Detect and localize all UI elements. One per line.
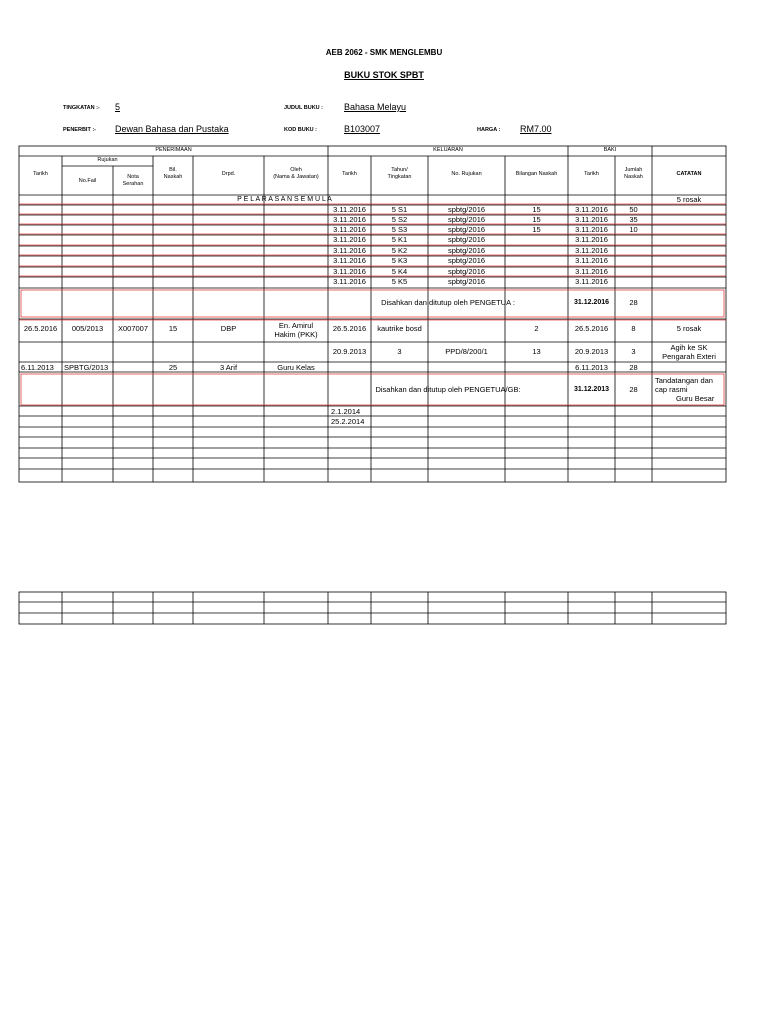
- school-code-line: AEB 2062 - SMK MENGLEMBU: [325, 48, 443, 57]
- dbp-oleh-name: En. Amirul: [278, 321, 314, 330]
- no-fail-header: No.Fail: [78, 178, 97, 184]
- issue-baki-tarikh: 3.11.2016: [575, 215, 608, 224]
- drpd-header: Drpd.: [221, 171, 236, 177]
- row2013-bil: 25: [168, 363, 178, 372]
- tahun-header: Tahun/: [391, 167, 408, 173]
- pelarasan-catatan: 5 rosak: [676, 195, 702, 204]
- row2013-jumlah: 28: [629, 363, 638, 372]
- rujukan-header: Rujukan: [97, 157, 118, 163]
- issue-jumlah: 10: [629, 225, 638, 234]
- catatan-header: CATATAN: [676, 171, 702, 177]
- judul-value: Bahasa Melayu: [344, 102, 407, 112]
- issue-rujukan: spbtg/2016: [447, 256, 486, 265]
- dbp-baki-tarikh: 26.5.2016: [574, 324, 609, 333]
- issue-tingkatan: 5 S3: [391, 225, 408, 234]
- bil-naskah-header: Naskah: [163, 174, 183, 180]
- issue-naskah: 15: [532, 205, 541, 214]
- row2013-tarikh: 6.11.2013: [21, 363, 54, 372]
- issue-rujukan: spbtg/2016: [447, 267, 486, 276]
- issue-jumlah: 35: [629, 215, 638, 224]
- baki-header: BAKI: [603, 147, 617, 153]
- keluaran-header: KELUARAN: [433, 147, 463, 153]
- oleh-nama-header: (Nama & Jawatan): [273, 174, 319, 180]
- tarikh-out-header: Tarikh: [342, 171, 357, 177]
- tingkatan-header: Tingkatan: [387, 174, 412, 180]
- issue-tingkatan: 5 S2: [391, 215, 408, 224]
- dbp-out-tarikh: 26.5.2016: [332, 324, 367, 333]
- issue-rujukan: spbtg/2016: [447, 235, 486, 244]
- issue-baki-tarikh: 3.11.2016: [575, 246, 608, 255]
- closing1-text: Disahkan dan ditutup oleh PENGETUA :: [381, 298, 515, 307]
- row2013-drpd: 3 Arif: [219, 363, 238, 372]
- issue-tarikh: 3.11.2016: [333, 256, 366, 265]
- jumlah-header: Jumlah: [624, 167, 643, 173]
- closing2-catatan-line3: Guru Besar: [676, 394, 715, 403]
- harga-label: HARGA :: [477, 127, 501, 133]
- issue-naskah: 15: [532, 215, 541, 224]
- dbp-no-fail: 005/2013: [71, 324, 104, 333]
- row2013-no-fail: SPBTG/2013: [64, 363, 109, 372]
- tarikh-baki-header: Tarikh: [584, 171, 599, 177]
- penerimaan-header: PENERIMAAN: [155, 147, 192, 153]
- jumlah-naskah-header: Naskah: [624, 174, 643, 180]
- issue-baki-tarikh: 3.11.2016: [575, 256, 608, 265]
- issue-tingkatan: 5 K5: [391, 277, 408, 286]
- issue-baki-tarikh: 3.11.2016: [575, 205, 608, 214]
- closing2-catatan-line1: Tandatangan dan: [655, 376, 713, 385]
- issue-rujukan: spbtg/2016: [447, 246, 486, 255]
- issue-tarikh: 3.11.2016: [333, 205, 366, 214]
- issue-naskah: 15: [532, 225, 541, 234]
- oleh-header: Oleh: [290, 167, 302, 173]
- tingkatan-label: TINGKATAN :-: [63, 105, 100, 111]
- agih-baki-tarikh: 20.9.2013: [574, 347, 609, 356]
- closing2-tarikh: 31.12.2013: [573, 386, 610, 393]
- pelarasan-label: P E L A R A S A N S E M U L A: [237, 196, 332, 203]
- issue-tingkatan: 5 K2: [391, 246, 408, 255]
- row2013-oleh: Guru Kelas: [277, 363, 315, 372]
- issue-baki-tarikh: 3.11.2016: [575, 277, 608, 286]
- dbp-tingkatan: kautrike bosd: [377, 324, 422, 333]
- penerbit-label: PENERBIT :-: [63, 127, 96, 133]
- penerbit-value: Dewan Bahasa dan Pustaka: [115, 124, 229, 134]
- judul-label: JUDUL BUKU :: [284, 105, 324, 111]
- page-title: BUKU STOK SPBT: [344, 70, 424, 80]
- issue-baki-tarikh: 3.11.2016: [575, 235, 608, 244]
- row2013-baki-tarikh: 6.11.2013: [575, 363, 608, 372]
- kod-buku-value: B103007: [344, 124, 381, 134]
- kod-buku-label: KOD BUKU :: [284, 127, 317, 133]
- agih-catatan-line2: Pengarah Exteri: [662, 352, 716, 361]
- dbp-bil: 15: [168, 324, 178, 333]
- issue-tarikh: 3.11.2016: [333, 215, 366, 224]
- bilangan-naskah-header: Bilangan Naskah: [515, 171, 558, 177]
- agih-rujukan: PPD/8/200/1: [445, 347, 488, 356]
- issue-tingkatan: 5 K3: [391, 256, 408, 265]
- later-date-1: 2.1.2014: [331, 407, 361, 416]
- issue-rujukan: spbtg/2016: [447, 205, 486, 214]
- agih-naskah: 13: [532, 347, 541, 356]
- issue-tarikh: 3.11.2016: [333, 277, 366, 286]
- dbp-drpd: DBP: [220, 324, 237, 333]
- tarikh-in-header: Tarikh: [33, 171, 48, 177]
- issue-rujukan: spbtg/2016: [447, 277, 486, 286]
- harga-value: RM7.00: [520, 124, 552, 134]
- dbp-tarikh: 26.5.2016: [23, 324, 58, 333]
- issue-tingkatan: 5 K1: [391, 235, 408, 244]
- nota-header: Nota: [127, 174, 139, 180]
- dbp-oleh-role: Hakim (PKK): [274, 330, 318, 339]
- later-date-2: 25.2.2014: [331, 417, 365, 426]
- closing2-jumlah: 28: [629, 385, 638, 394]
- issue-tarikh: 3.11.2016: [333, 235, 366, 244]
- closing2-text: Disahkan dan ditutup oleh PENGETUA/GB:: [375, 385, 521, 394]
- issue-tarikh: 3.11.2016: [333, 225, 366, 234]
- closing1-tarikh: 31.12.2016: [573, 299, 610, 306]
- serahan-header: Serahan: [122, 181, 144, 187]
- agih-tarikh: 20.9.2013: [332, 347, 367, 356]
- agih-jumlah: 3: [631, 347, 636, 356]
- dbp-naskah: 2: [534, 324, 539, 333]
- issue-rujukan: spbtg/2016: [447, 215, 486, 224]
- no-rujukan-header: No. Rujukan: [451, 171, 482, 177]
- tingkatan-value: 5: [115, 102, 121, 112]
- dbp-nota: X007007: [117, 324, 149, 333]
- closing2-catatan-line2: cap rasmi: [655, 385, 688, 394]
- issue-tarikh: 3.11.2016: [333, 267, 366, 276]
- issue-baki-tarikh: 3.11.2016: [575, 225, 608, 234]
- closing1-jumlah: 28: [629, 298, 638, 307]
- dbp-catatan: 5 rosak: [676, 324, 702, 333]
- agih-catatan-line1: Agih ke SK: [670, 343, 708, 352]
- issue-rujukan: spbtg/2016: [447, 225, 486, 234]
- dbp-jumlah: 8: [631, 324, 636, 333]
- bil-header: Bil.: [169, 167, 177, 173]
- issue-tingkatan: 5 S1: [391, 205, 408, 214]
- agih-tingkatan: 3: [397, 347, 402, 356]
- issue-baki-tarikh: 3.11.2016: [575, 267, 608, 276]
- issue-tingkatan: 5 K4: [391, 267, 408, 276]
- issue-tarikh: 3.11.2016: [333, 246, 366, 255]
- issue-jumlah: 50: [629, 205, 638, 214]
